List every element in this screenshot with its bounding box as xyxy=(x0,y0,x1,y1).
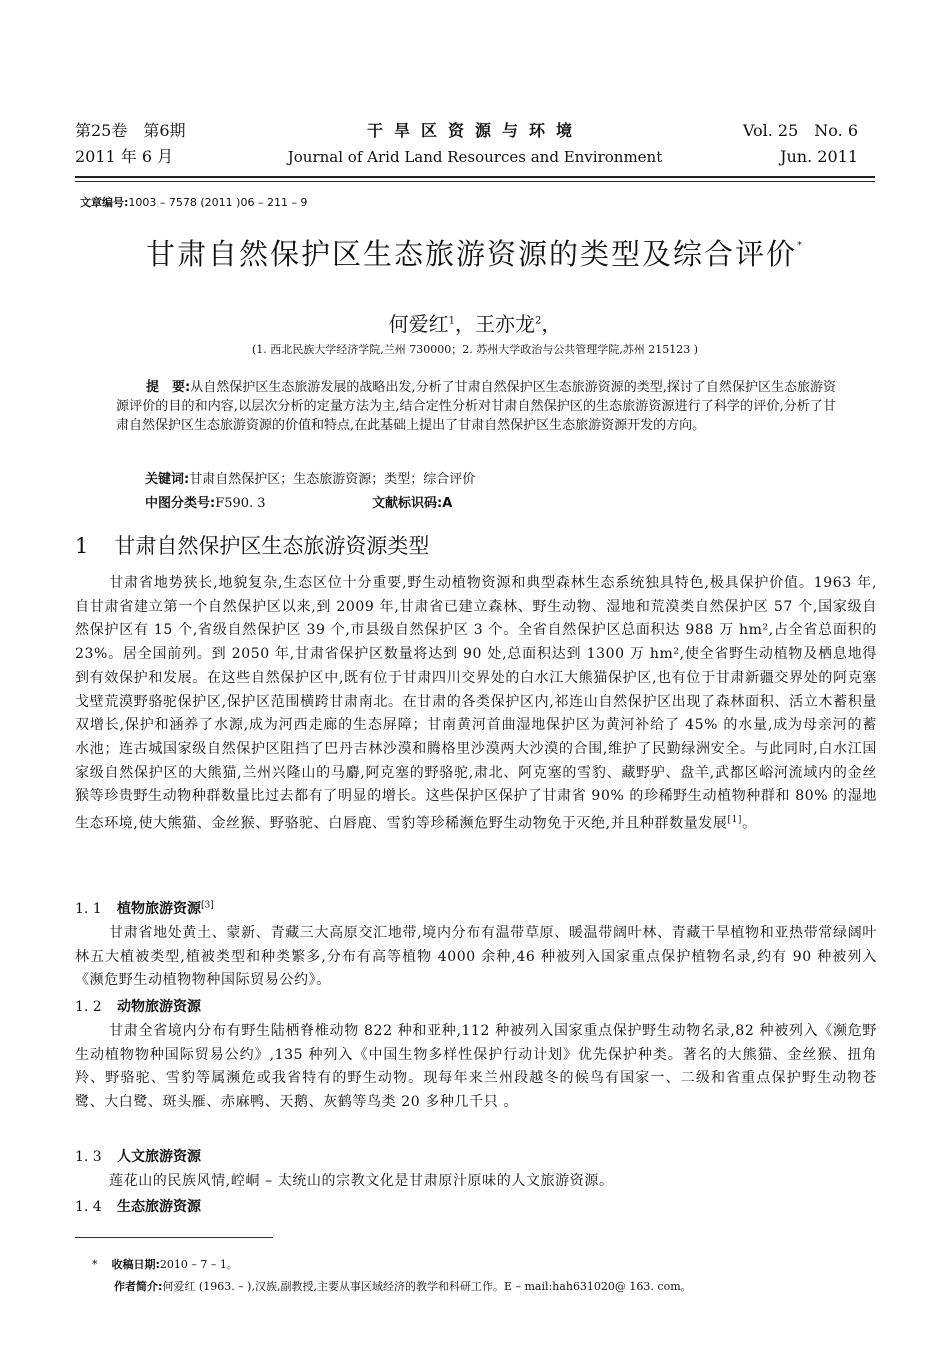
journal-name xyxy=(250,121,700,167)
section-title: 甘肃自然保护区生态旅游资源类型 xyxy=(114,534,430,558)
footnote-author-bio xyxy=(114,1278,692,1294)
journal-name-en: Journal of Arid Land Resources and Environment xyxy=(287,148,663,166)
bio-text: 何爱红 (1963. – ),汉族,副教授,主要从事区域经济的教学和科研工作。E – mail:hah631020@ 163. com。 xyxy=(162,1280,692,1293)
article-number-value: 1003 – 7578 (2011 )06 – 211 – 9 xyxy=(128,196,308,209)
journal-volume-info xyxy=(75,121,186,167)
intro-citation: [1] xyxy=(727,815,743,826)
article-number-label: 文章编号: xyxy=(80,196,129,209)
document-code-value: A xyxy=(442,496,453,511)
section-intro-paragraph xyxy=(75,572,877,836)
subsection-number: 1. 1 xyxy=(75,901,102,917)
footnote-received xyxy=(92,1256,238,1272)
plant-resources-text: 甘肃省地处黄土、蒙新、青藏三大高原交汇地带,境内分布有温带草原、暖温带阔叶林、青藏干旱植物和亚热带常绿阔叶林五大植被类型,植被类型和种类繁多,分布有高等植物 4000 余种,46 种被列入国家重点保护植物名录,约有 90 种被列入《濒危野生动植物物种国际贸易公约》。 xyxy=(75,925,877,989)
author-end: ， xyxy=(541,312,562,336)
abstract-text: 从自然保护区生态旅游发展的战略出发,分析了甘肃自然保护区生态旅游资源的类型,探讨了自然保护区生态旅游资源评价的目的和内容,以层次分析的定量方法为主,结合定性分析对甘肃自然保护区的生态旅游资源进行了科学的评价,分析了甘肃自然保护区生态旅游资源的价值和特点,在此基础上提出了甘肃自然保护区生态旅游资源开发的方向。 xyxy=(116,380,837,433)
subsection-number: 1. 3 xyxy=(75,1149,102,1165)
cultural-resources-text: 莲花山的民族风情,崆峒 – 太统山的宗教文化是甘肃原汁原味的人文旅游资源。 xyxy=(109,1173,614,1189)
article-number xyxy=(80,194,307,210)
footnote-star: * xyxy=(92,1258,98,1271)
paper-title-text: 甘肃自然保护区生态旅游资源的类型及综合评价 xyxy=(145,237,797,271)
footnote-rule xyxy=(75,1237,273,1238)
abstract xyxy=(116,378,836,435)
keywords-label: 关键词: xyxy=(145,472,190,487)
subsection-number: 1. 4 xyxy=(75,1199,102,1215)
document-code xyxy=(372,492,452,511)
author-separator: ， xyxy=(455,312,475,336)
authors xyxy=(0,308,950,337)
keywords xyxy=(145,468,475,487)
volume-issue-en: Vol. 25 No. 6 xyxy=(742,121,858,140)
subsection-title: 人文旅游资源 xyxy=(117,1149,201,1165)
keywords-text: 甘肃自然保护区；生态旅游资源；类型；综合评价 xyxy=(189,472,476,487)
subsection-citation: [3] xyxy=(201,900,214,911)
volume-issue: 第25卷 第6期 xyxy=(75,121,186,140)
subsection-number: 1. 2 xyxy=(75,999,102,1015)
received-label: 收稿日期: xyxy=(111,1258,160,1271)
author-1: 何爱红 xyxy=(388,312,449,336)
document-code-label: 文献标识码: xyxy=(372,496,443,511)
publication-date-en: Jun. 2011 xyxy=(780,147,858,166)
publication-date: 2011 年 6 月 xyxy=(75,147,174,166)
bio-label: 作者简介: xyxy=(114,1280,163,1293)
intro-text: 甘肃省地势狭长,地貌复杂,生态区位十分重要,野生动植物资源和典型森林生态系统独具特色,极具保护价值。1963 年,自甘肃省建立第一个自然保护区以来,到 2009 年,甘肃省已建立森林、野生动物、湿地和荒漠类自然保护区 57 个,国家级自然保护区有 15 个,省级自然保护区 39 个,市县级自然保护区 3 个。全省自然保护区总面积达 988 万 hm²,占全省总面积的 23%。居全国前列。到 2050 年,甘肃省保护区数量将达到 90 处,总面积达到 1300 万 hm²,使全省野生动植物及栖息地得到有效保护和发展。在这些自然保护区中,既有位于甘肃四川交界处的白水江大熊猫保护区,也有位于甘肃新疆交界处的阿克塞戈壁荒漠野骆驼保护区,保护区范围横跨甘肃南北。在甘肃的各类保护区内,祁连山自然保护区出现了森林面积、活立木蓄积量双增长,保护和涵养了水源,成为河西走廊的生态屏障；甘南黄河首曲湿地保护区为黄河补给了 45% 的水量,成为母亲河的蓄水池；连古城国家级自然保护区阻挡了巴丹吉林沙漠和腾格里沙漠两大沙漠的合围,维护了民勤绿洲安全。与此同时,白水江国家级自然保护区的大熊猫,兰州兴隆山的马麝,阿克塞的野骆驼,肃北、阿克塞的雪豹、藏野驴、盘羊,武都区峪河流域内的金丝猴等珍贵野生动物种群数量比过去都有了明显的增长。这些保护区保护了甘肃省 90% 的珍稀野生动植物种群和 80% 的湿地生态环境,使大熊猫、金丝猴、野骆驼、白唇鹿、雪豹等珍稀濒危野生动物免于灭绝,并且种群数量发展 xyxy=(75,575,877,832)
title-footnote-mark: * xyxy=(797,240,804,251)
affiliations: (1. 西北民族大学经济学院,兰州 730000；2. 苏州大学政治与公共管理学院,苏州 215123 ) xyxy=(251,343,699,356)
classification-label: 中图分类号: xyxy=(145,496,216,511)
animal-resources-text: 甘肃全省境内分布有野生陆栖脊椎动物 822 种和亚种,112 种被列入国家重点保护野生动物名录,82 种被列入《濒危野生动植物物种国际贸易公约》,135 种列入《中国生物多样性保护行动计划》优先保护种类。著名的大熊猫、金丝猴、扭角羚、野骆驼、雪豹等属濒危或我省特有的野生动物。现每年来兰州段越冬的候鸟有国家一、二级和省重点保护野生动物苍鹭、大白鹭、斑头雁、赤麻鸭、天鹅、灰鹤等鸟类 20 多种几千只 。 xyxy=(75,1023,877,1111)
journal-volume-en xyxy=(743,121,858,167)
author-2-affil: 2 xyxy=(535,315,542,327)
paper-title xyxy=(0,232,950,273)
intro-end: 。 xyxy=(742,815,757,832)
journal-name-cn: 干旱区资源与环境 xyxy=(366,121,583,140)
subsection-title: 动物旅游资源 xyxy=(117,999,201,1015)
header-rule-thick xyxy=(75,176,875,178)
subsection-heading xyxy=(75,996,201,1016)
animal-resources-paragraph xyxy=(75,1020,877,1115)
header-rule-thin xyxy=(75,181,875,182)
section-number: 1 xyxy=(75,534,89,558)
subsection-heading xyxy=(75,898,214,918)
author-1-affil: 1 xyxy=(448,315,455,327)
plant-resources-paragraph xyxy=(75,922,877,993)
subsection-title: 生态旅游资源 xyxy=(117,1199,201,1215)
classification-code xyxy=(145,492,266,511)
author-2: 王亦龙 xyxy=(475,312,535,336)
subsection-title: 植物旅游资源 xyxy=(117,901,201,917)
classification-value: F590. 3 xyxy=(215,496,266,511)
received-value: 2010 – 7 – 1。 xyxy=(159,1258,238,1271)
subsection-heading xyxy=(75,1146,201,1166)
cultural-resources-paragraph xyxy=(75,1170,877,1194)
section-heading xyxy=(75,530,429,560)
subsection-heading xyxy=(75,1196,201,1216)
abstract-label: 提 要: xyxy=(146,380,191,395)
